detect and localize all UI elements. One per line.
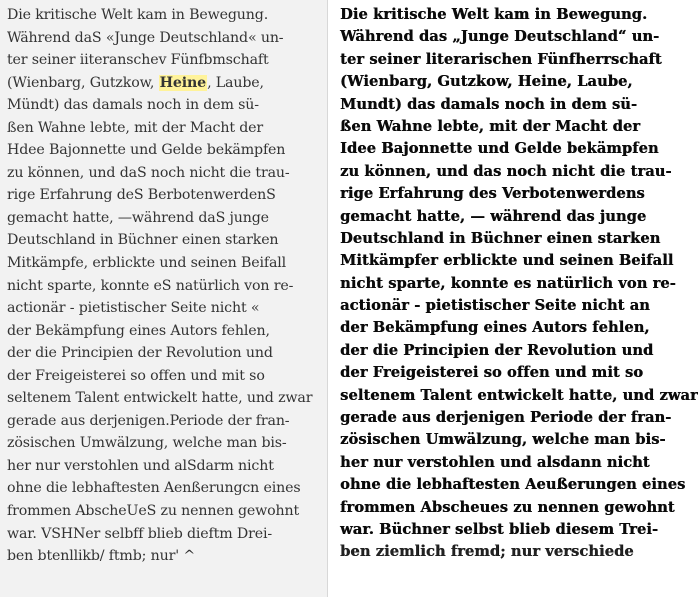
scan-text-lines	[340, 4, 698, 564]
ocr-line-19: gerade aus derjenigen.Periode der fran-	[7, 412, 290, 429]
ocr-line-16: der die Principien der Revolution und	[7, 345, 273, 362]
ocr-line-4-end: , Laube,	[207, 74, 264, 91]
ocr-line-17: der Freigeisterei so offen und mit so	[7, 367, 265, 384]
scan-line-22: ohne die lebhaftesten Aeußerungen eines	[340, 476, 686, 494]
ocr-line-7: Hdee Bajonnette und Gelde bekämpfen	[7, 142, 286, 159]
scan-line-1: Die kritische Welt kam in Bewegung.	[340, 6, 648, 23]
scan-line-15: der Bekämpfung eines Autors fehlen,	[340, 319, 650, 337]
ocr-line-12: Mitkämpfe, erblickte und seinen Beifall	[7, 255, 287, 272]
scan-line-14: actionär - pietistischer Seite nicht an	[340, 297, 650, 315]
ocr-line-5: Mündt) das damals noch in dem sü-	[7, 97, 259, 114]
scan-line-21: her nur verstohlen und alsdann nicht	[340, 453, 650, 471]
scan-line-16: der die Principien der Revolution und	[340, 341, 654, 359]
ocr-text-panel	[0, 0, 328, 597]
scan-image-panel	[333, 0, 698, 597]
scan-line-10: gemacht hatte, — während das junge	[340, 207, 647, 225]
ocr-line-24: war. VSHNer selbff blieb dieftm Drei-	[7, 525, 273, 542]
scan-line-2: Während das „Junge Deutschland“ un-	[340, 28, 660, 46]
ocr-line-18: seltenem Talent entwickelt hatte, und zwar	[7, 390, 313, 407]
scan-line-20: zösischen Umwälzung, welche man bis-	[340, 431, 666, 449]
ocr-line-21: her nur verstohlen und alSdarm nicht	[7, 457, 274, 474]
ocr-line-11: Deutschland in Büchner einen starken	[7, 232, 279, 249]
ocr-line-2: Während daS «Junge Deutschland« un-	[7, 29, 284, 46]
scan-line-7: Idee Bajonnette und Gelde bekämpfen	[340, 140, 659, 158]
ocr-line-1: Die kritische Welt kam in Bewegung.	[7, 7, 269, 23]
ocr-line-4	[7, 72, 325, 95]
ocr-line-6: ßen Wahne lebte, mit der Macht der	[7, 119, 264, 136]
scan-line-17: der Freigeisterei so offen und mit so	[340, 364, 644, 382]
scan-line-13: nicht sparte, konnte es natürlich von re-	[340, 274, 676, 292]
ocr-line-3: ter seiner iiteranschev Fünfbmschaft	[7, 52, 269, 69]
scan-line-3: ter seiner literarischen Fünfherrschaft	[340, 50, 662, 68]
ocr-line-8: zu können, und daS noch nicht die trau-	[7, 164, 290, 181]
scan-line-11: Deutschland in Büchner einen starken	[340, 229, 661, 247]
scan-line-18: seltenem Talent entwickelt hatte, und zwar	[340, 386, 698, 404]
scan-line-23: frommen Abscheues zu nennen gewohnt	[340, 498, 675, 516]
ocr-line-13: nicht sparte, konnte eS natürlich von re-	[7, 277, 294, 294]
ocr-line-23: frommen AbscheUeS zu nennen gewohnt	[7, 503, 300, 520]
ocr-line-20: zösischen Umwälzung, welche man bis-	[7, 435, 287, 452]
ocr-line-10: gemacht hatte, —während daS junge	[7, 209, 269, 226]
scan-line-19: gerade aus derjenigen Periode der fran-	[340, 409, 672, 427]
scan-line-9: rige Erfahrung des Verbotenwerdens	[340, 185, 645, 203]
scan-line-4: (Wienbarg, Gutzkow, Heine, Laube,	[340, 73, 633, 91]
ocr-line-22: ohne die lebhaftesten Aenßerungcn eines	[7, 480, 301, 497]
ocr-line-25: ben btenllikb/ ftmb; nur' ^	[7, 548, 196, 565]
search-highlight[interactable]: Heine	[159, 74, 207, 91]
ocr-text-lines	[7, 4, 325, 568]
ocr-line-14: actionär - pietistischer Seite nicht «	[7, 300, 260, 317]
ocr-line-9: rige Erfahrung deS BerbotenwerdenS	[7, 187, 276, 204]
ocr-line-4-start: (Wienbarg, Gutzkow,	[7, 74, 159, 91]
scan-line-12: Mitkämpfer erblickte und seinen Beifall	[340, 252, 674, 270]
scan-line-8: zu können, und das noch nicht die trau-	[340, 162, 672, 180]
ocr-line-15: der Bekämpfung eines Autors fehlen,	[7, 322, 270, 339]
scan-line-24: war. Büchner selbst blieb diesem Trei-	[340, 520, 659, 538]
scan-line-5: Mundt) das damals noch in dem sü-	[340, 95, 638, 113]
scan-line-25: ben ziemlich fremd; nur verschiede	[340, 543, 634, 561]
scan-line-6: ßen Wahne lebte, mit der Macht der	[340, 117, 641, 135]
